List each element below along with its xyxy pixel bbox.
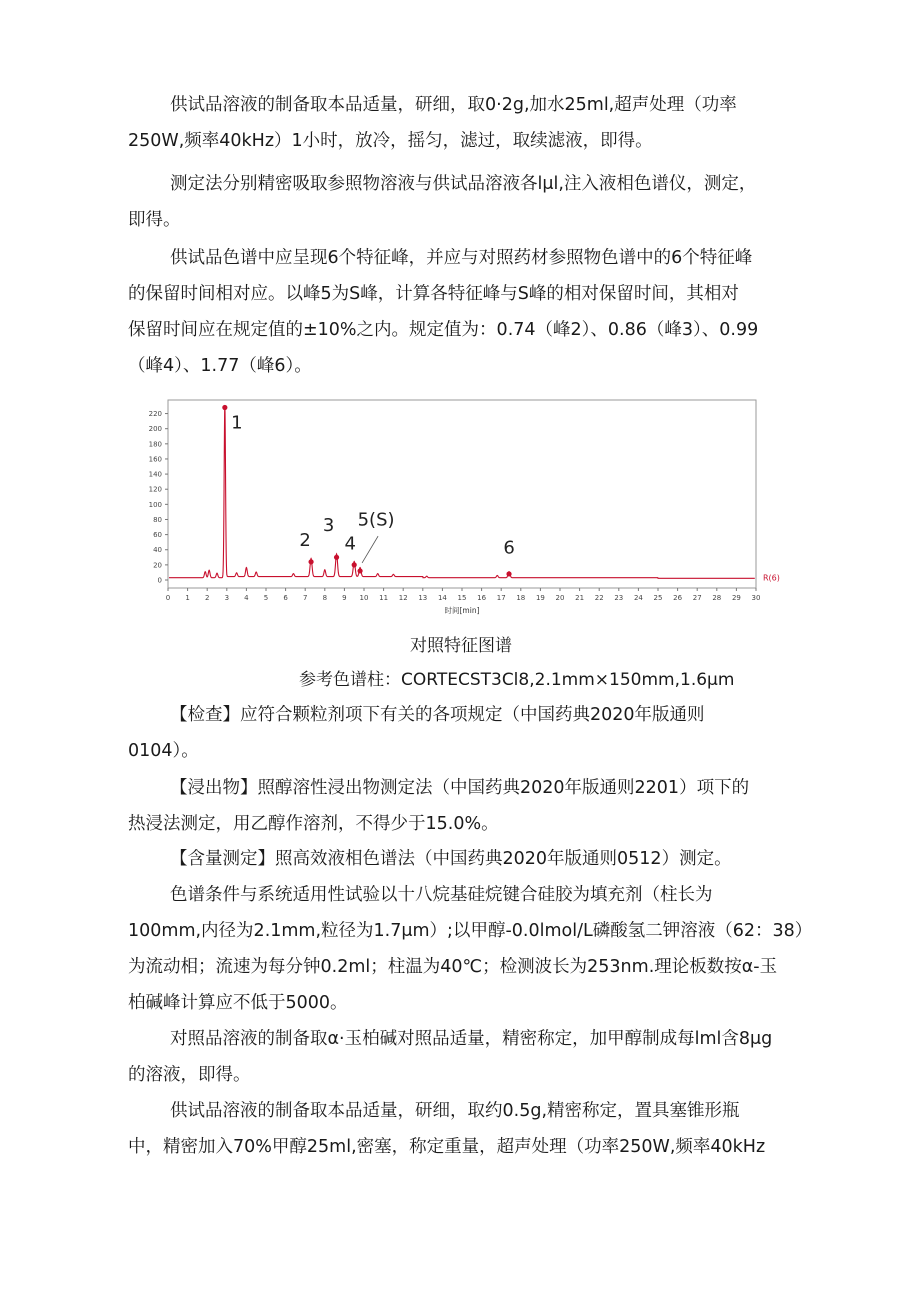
peak-leader-line — [362, 536, 378, 563]
x-tick-label: 8 — [322, 594, 328, 602]
y-tick-label: 180 — [148, 440, 162, 449]
y-tick-label: 40 — [153, 546, 162, 555]
text-line: 0104）。 — [128, 741, 199, 761]
plot-frame — [168, 400, 756, 588]
peak-label: 6 — [503, 537, 515, 559]
x-tick-label: 15 — [457, 594, 467, 602]
x-tick-label: 5 — [263, 594, 269, 602]
x-tick-label: 3 — [224, 594, 230, 602]
text-line: 供试品溶液的制备取本品适量，研细，取0·2g,加水25ml,超声处理（功率 — [170, 95, 737, 115]
column-note: 参考色谱柱：CORTECST3Cl8,2.1mm×150mm,1.6μm — [299, 670, 735, 690]
peak-label: 1 — [231, 412, 243, 434]
x-tick-label: 17 — [496, 594, 506, 602]
paragraph-sample-prep — [128, 87, 792, 159]
text-line: 供试品色谱中应呈现6个特征峰，并应与对照药材参照物色谱中的6个特征峰 — [170, 248, 753, 268]
paragraph-reference-prep — [128, 1021, 792, 1093]
x-tick-label: 21 — [575, 594, 585, 602]
x-tick-label: 30 — [751, 594, 761, 602]
paragraph-test-prep — [128, 1093, 792, 1165]
text-line: 中，精密加入70%甲醇25ml,密塞，称定重量，超声处理（功率250W,频率40kHz — [128, 1137, 766, 1157]
text-line: 【检查】应符合颗粒剂项下有关的各项规定（中国药典2020年版通则 — [170, 705, 705, 725]
x-tick-label: 9 — [342, 594, 347, 602]
text-line: （峰4）、1.77（峰6）。 — [128, 356, 312, 376]
y-tick-label: 80 — [153, 515, 162, 524]
y-tick-label: 60 — [153, 531, 162, 540]
paragraph-inspection — [128, 697, 792, 769]
x-tick-label: 16 — [477, 594, 487, 602]
x-tick-label: 19 — [535, 594, 545, 602]
text-line: 【浸出物】照醇溶性浸出物测定法（中国药典2020年版通则2201）项下的 — [170, 778, 750, 798]
y-tick-label: 20 — [153, 561, 162, 570]
x-tick-label: 7 — [302, 594, 308, 602]
peak-marker — [352, 562, 357, 567]
text-line: 对照品溶液的制备取α·玉柏碱对照品适量，精密称定，加甲醇制成每lml含8μg — [170, 1029, 773, 1049]
peak-label: 2 — [299, 529, 311, 551]
x-tick-label: 4 — [244, 594, 249, 602]
x-tick-label: 24 — [633, 594, 643, 602]
peak-label: 3 — [322, 514, 335, 536]
peak-marker — [222, 405, 227, 410]
text-line: 的保留时间相对应。以峰5为S峰，计算各特征峰与S峰的相对保留时间，其相对 — [128, 284, 739, 304]
text-line: 250W,频率40kHz）1小时，放冷，摇匀，滤过，取续滤液，即得。 — [128, 131, 653, 151]
paragraph-extract — [128, 770, 792, 842]
y-tick-label: 120 — [148, 485, 162, 494]
chromatogram-chart — [130, 392, 790, 618]
x-tick-label: 28 — [712, 594, 722, 602]
peak-marker — [334, 555, 339, 560]
peak-marker — [357, 568, 362, 573]
text-line: 即得。 — [128, 210, 181, 230]
text-line: 【含量测定】照高效液相色谱法（中国药典2020年版通则0512）测定。 — [170, 849, 732, 869]
series-label: R(6) — [763, 573, 780, 583]
y-tick-label: 200 — [148, 425, 162, 434]
x-tick-label: 22 — [594, 594, 604, 602]
x-tick-label: 23 — [614, 594, 624, 602]
x-tick-label: 25 — [653, 594, 663, 602]
paragraph-method — [128, 166, 792, 238]
x-axis-label: 时间[min] — [444, 606, 480, 615]
x-tick-label: 26 — [673, 594, 683, 602]
text-line: 色谱条件与系统适用性试验以十八烷基硅烷键合硅胶为填充剂（柱长为 — [170, 885, 713, 905]
x-tick-label: 29 — [731, 594, 741, 602]
x-tick-label: 2 — [204, 594, 210, 602]
paragraph-conditions — [128, 877, 813, 1021]
figure-caption: 对照特征图谱 — [410, 636, 512, 656]
text-line: 保留时间应在规定值的±10%之内。规定值为：0.74（峰2）、0.86（峰3）、0.99 — [128, 320, 759, 340]
text-line: 热浸法测定，用乙醇作溶剂，不得少于15.0%。 — [128, 814, 499, 834]
text-line: 为流动相；流速为每分钟0.2ml；柱温为40℃；检测波长为253nm.理论板数按α-玉 — [128, 957, 778, 977]
x-tick-label: 1 — [185, 594, 190, 602]
peak-marker — [506, 571, 511, 576]
x-tick-label: 27 — [692, 594, 702, 602]
text-line: 柏碱峰计算应不低于5000。 — [128, 993, 348, 1013]
text-line: 100mm,内径为2.1mm,粒径为1.7μm）;以甲醇-0.0lmol/L磷酸氢二钾溶液（62：38） — [128, 921, 813, 941]
x-tick-label: 18 — [516, 594, 526, 602]
x-tick-label: 11 — [379, 594, 389, 602]
x-tick-label: 10 — [359, 594, 369, 602]
peak-marker — [308, 559, 313, 564]
x-tick-label: 14 — [437, 594, 447, 602]
y-tick-label: 220 — [148, 410, 162, 419]
y-tick-label: 160 — [148, 455, 162, 464]
text-line: 的溶液，即得。 — [128, 1065, 251, 1085]
x-tick-label: 12 — [398, 594, 408, 602]
x-tick-label: 0 — [165, 594, 171, 602]
peak-label: 5(S) — [357, 509, 395, 531]
x-tick-label: 6 — [283, 594, 288, 602]
paragraph-peaks — [128, 240, 792, 384]
y-tick-label: 140 — [148, 470, 162, 479]
y-tick-label: 100 — [148, 500, 162, 509]
text-line: 测定法分别精密吸取参照物溶液与供试品溶液各lμl,注入液相色谱仪，测定， — [170, 174, 757, 194]
x-tick-label: 20 — [555, 594, 565, 602]
chromatogram-trace — [169, 405, 755, 578]
paragraph-assay — [128, 841, 792, 877]
peak-label: 4 — [344, 533, 356, 555]
x-tick-label: 13 — [418, 594, 428, 602]
text-line: 供试品溶液的制备取本品适量，研细，取约0.5g,精密称定，置具塞锥形瓶 — [170, 1101, 740, 1121]
y-tick-label: 0 — [157, 576, 162, 585]
